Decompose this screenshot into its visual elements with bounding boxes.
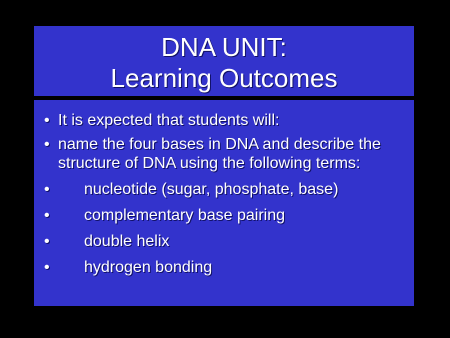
bullet-icon: • [44,207,50,224]
bullet-icon: • [44,181,50,198]
outcome-text [58,135,381,173]
slide-body-panel [34,100,414,306]
term-text: double helix [84,233,170,250]
slide-title-line-2: Learning Outcomes [110,63,338,93]
bullet-icon: • [44,112,50,129]
outcome-text-line-1: name the four bases in DNA and describe the [58,136,381,153]
term-text: complementary base pairing [84,207,285,224]
outcome-text-line-2: structure of DNA using the following terms: [58,155,361,172]
bullet-icon: • [44,136,50,153]
term-text: nucleotide (sugar, phosphate, base) [84,181,339,198]
term-text: hydrogen bonding [84,259,213,276]
bullet-icon: • [44,233,50,250]
outcome-text: It is expected that students will: [58,112,280,129]
slide-title-panel [34,26,414,96]
slide-title-line-1: DNA UNIT: [161,32,287,62]
bullet-icon: • [44,259,50,276]
